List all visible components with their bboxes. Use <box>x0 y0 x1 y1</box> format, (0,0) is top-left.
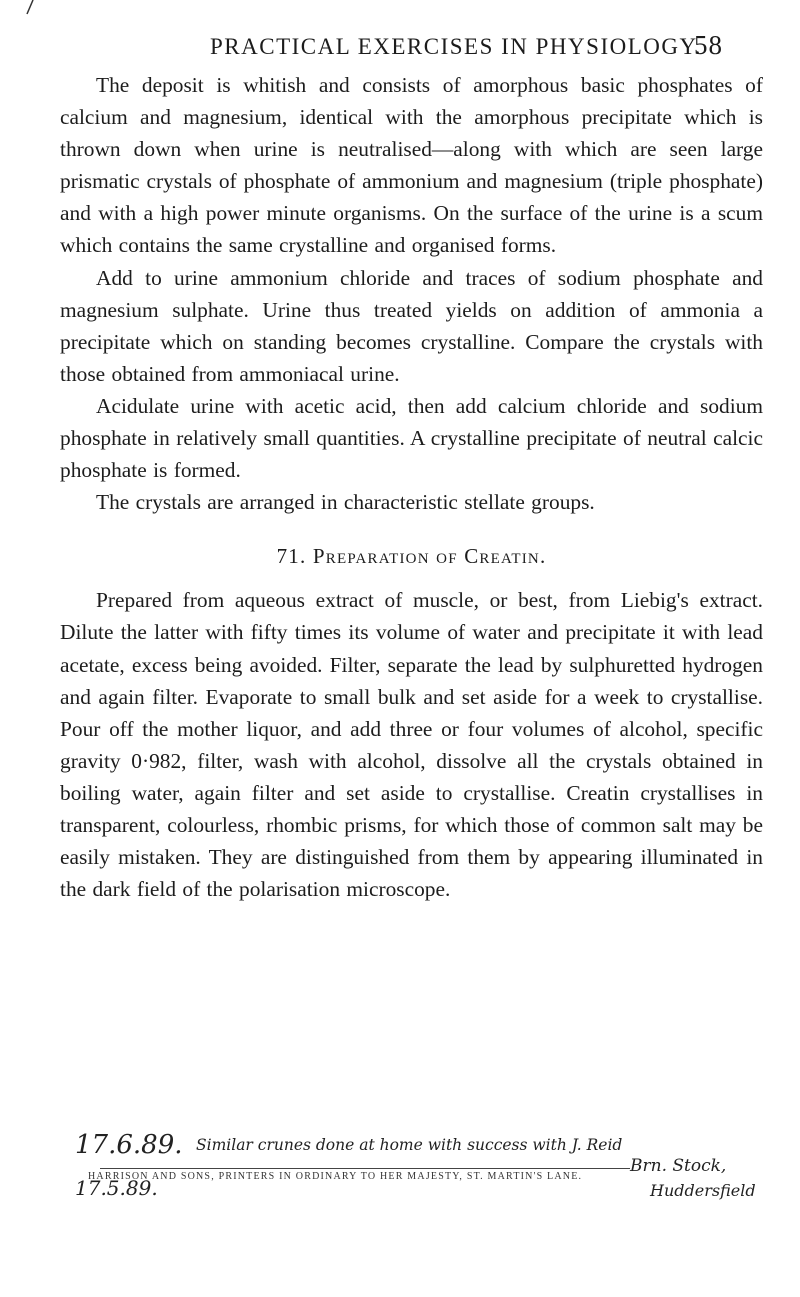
handwritten-note: Similar crunes done at home with success with J. Reid <box>196 1136 623 1154</box>
printer-imprint: HARRISON AND SONS, PRINTERS IN ORDINARY TO HER MAJESTY, ST. MARTIN'S LANE. <box>88 1171 583 1182</box>
running-title: PRACTICAL EXERCISES IN PHYSIOLOGY. <box>210 34 702 59</box>
corner-stroke-icon <box>27 0 33 14</box>
handwritten-place-a: Brn. Stock, <box>630 1156 727 1176</box>
paragraph-acidulate: Acidulate urine with acetic acid, then add calcium chloride and sodium phosphate in relatively small quantities. A crystalline precipitate of neutral calcic phosphate is formed. <box>60 393 763 483</box>
paragraph-stellate: The crystals are arranged in characteristic stellate groups. <box>96 490 595 515</box>
paragraph-creatin: Prepared from aqueous extract of muscle, or best, from Liebig's extract. Dilute the latter with fifty times its volume of water and precipitate it with lead acetate, excess being avoided. Filter, separate the lead by sulphuretted hydrogen and again filter. Evaporate to small bulk and set aside for a week to crystallise. Pour off the mother liquor, and add three or four volumes of alcohol, specific gravity 0·982, filter, wash with alcohol, dissolve all the crystals obtained in boiling water, again filter and set aside to crystallise. Creatin crystallises in transparent, colourless, rhombic prisms, for which those of common salt may be easily mistaken. They are distinguished from them by appearing illuminated in the dark field of the polarisation microscope. <box>60 588 763 902</box>
handwritten-place-b: Huddersfield <box>650 1181 756 1200</box>
section-number: 71. <box>276 544 307 569</box>
handwritten-date-1: 17.6.89. <box>75 1130 183 1160</box>
paragraph-deposit: The deposit is whitish and consists of amorphous basic phosphates of calcium and magnesium, identical with the amorphous precipitate which is thrown down when urine is neutralised—along with which are seen large prismatic crystals of phosphate of ammonium and magnesium (triple phosphate) and with a high power minute organisms. On the surface of the urine is a scum which contains the same crystalline and organised forms. <box>60 73 763 258</box>
section-title: Preparation of Creatin. <box>312 544 547 569</box>
page-number: 58 <box>694 30 723 60</box>
paragraph-ammonium-chloride: Add to urine ammonium chloride and traces of sodium phosphate and magnesium sulphate. Urine thus treated yields on addition of ammonia a precipitate which on standing becomes crystalline. Compare the crystals with those obtained from ammoniacal urine. <box>60 265 763 386</box>
handwritten-date-2: 17.5.89. <box>75 1176 158 1200</box>
